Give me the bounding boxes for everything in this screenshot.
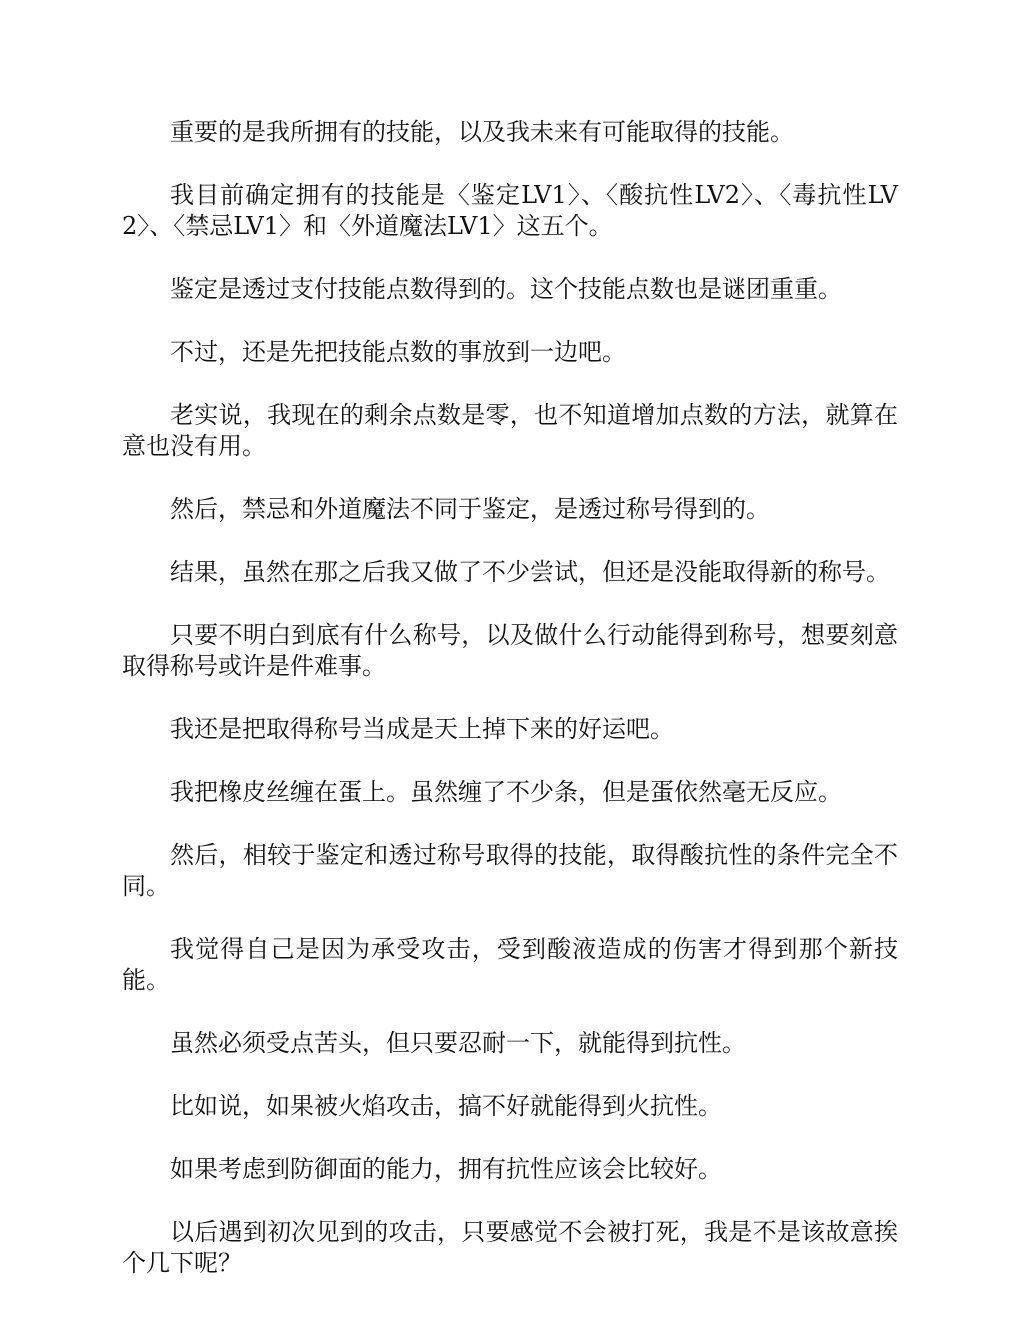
- paragraph: 如果考虑到防御面的能力，拥有抗性应该会比较好。: [170, 1155, 722, 1183]
- paragraph: 重要的是我所拥有的技能，以及我未来有可能取得的技能。: [170, 118, 794, 146]
- paragraph: 老实说，我现在的剩余点数是零，也不知道增加点数的方法，就算在意也没有用。: [122, 401, 898, 460]
- paragraph: 鉴定是透过支付技能点数得到的。这个技能点数也是谜团重重。: [170, 275, 842, 303]
- paragraph: 以后遇到初次见到的攻击，只要感觉不会被打死，我是不是该故意挨个几下呢？: [122, 1218, 898, 1277]
- paragraph: 我目前确定拥有的技能是〈鉴定LV1〉、〈酸抗性LV2〉、〈毒抗性LV2〉、〈禁忌LV1〉和〈外道魔法LV1〉这五个。: [122, 181, 898, 240]
- paragraph: 我还是把取得称号当成是天上掉下来的好运吧。: [170, 715, 674, 743]
- paragraph: 然后，禁忌和外道魔法不同于鉴定，是透过称号得到的。: [170, 495, 770, 523]
- paragraph: 比如说，如果被火焰攻击，搞不好就能得到火抗性。: [170, 1092, 722, 1120]
- document-page: [122, 117, 898, 1311]
- paragraph: 虽然必须受点苦头，但只要忍耐一下，就能得到抗性。: [170, 1029, 746, 1057]
- paragraph: 我觉得自己是因为承受攻击，受到酸液造成的伤害才得到那个新技能。: [122, 935, 898, 994]
- paragraph: 结果，虽然在那之后我又做了不少尝试，但还是没能取得新的称号。: [170, 558, 890, 586]
- paragraph: 然后，相较于鉴定和透过称号取得的技能，取得酸抗性的条件完全不同。: [122, 841, 898, 900]
- paragraph: 我把橡皮丝缠在蛋上。虽然缠了不少条，但是蛋依然毫无反应。: [170, 778, 842, 806]
- paragraph: 只要不明白到底有什么称号，以及做什么行动能得到称号，想要刻意取得称号或许是件难事。: [122, 621, 898, 680]
- paragraph: 不过，还是先把技能点数的事放到一边吧。: [170, 338, 626, 366]
